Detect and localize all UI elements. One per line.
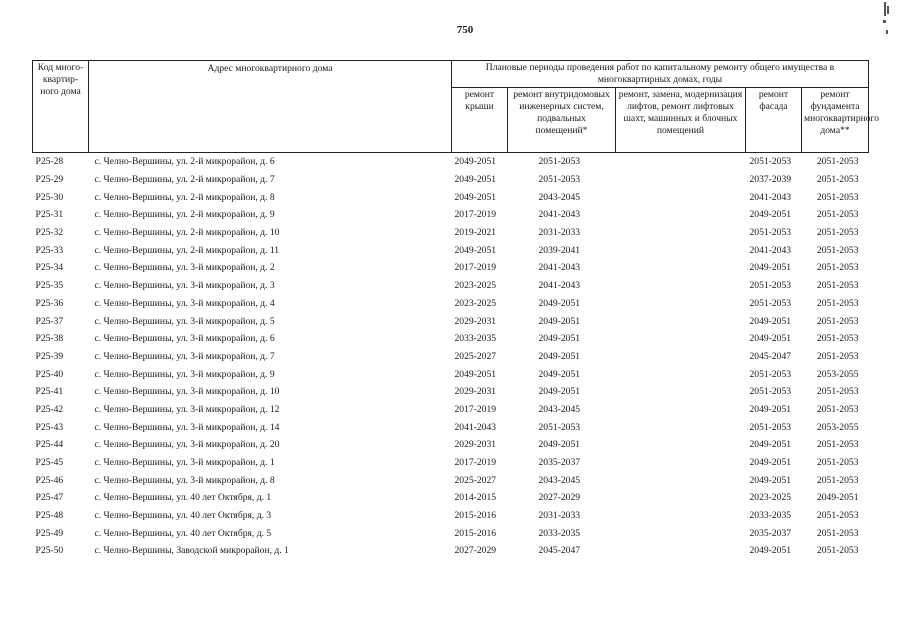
cell-facade: 2037-2039 bbox=[749, 174, 792, 186]
cell-foundation: 2051-2053 bbox=[816, 174, 859, 186]
table-row bbox=[33, 188, 869, 206]
cell-code: P25-33 bbox=[35, 244, 64, 256]
header-lifts: ремонт, замена, модернизация лифтов, ремонт лифтовых шахт, машинных и блочных помещений bbox=[616, 88, 746, 153]
cell-facade: 2051-2053 bbox=[749, 368, 792, 380]
cell-address: с. Челно-Вершины, ул. 3-й микрорайон, д. 20 bbox=[94, 439, 280, 451]
cell-systems: 2043-2045 bbox=[538, 403, 581, 415]
cell-address: с. Челно-Вершины, ул. 3-й микрорайон, д. 12 bbox=[94, 403, 280, 415]
cell-lifts bbox=[616, 401, 746, 419]
cell-systems: 2045-2047 bbox=[538, 545, 581, 557]
cell-roof: 2023-2025 bbox=[454, 297, 497, 309]
header-code: Код много-квартир-ного дома bbox=[33, 61, 89, 153]
cell-systems: 2051-2053 bbox=[538, 174, 581, 186]
cell-address: с. Челно-Вершины, ул. 3-й микрорайон, д. 4 bbox=[94, 297, 275, 309]
cell-lifts bbox=[616, 383, 746, 401]
cell-systems: 2049-2051 bbox=[538, 315, 581, 327]
cell-code: P25-50 bbox=[35, 545, 64, 557]
table-row bbox=[33, 454, 869, 472]
cell-address: с. Челно-Вершины, ул. 2-й микрорайон, д. 9 bbox=[94, 209, 275, 221]
cell-code: P25-28 bbox=[33, 153, 89, 171]
cell-systems: 2049-2051 bbox=[538, 368, 581, 380]
cell-systems: 2041-2043 bbox=[538, 280, 581, 292]
cell-foundation: 2051-2053 bbox=[816, 315, 859, 327]
cell-systems: 2043-2045 bbox=[538, 474, 581, 486]
cell-systems: 2043-2045 bbox=[538, 191, 581, 203]
cell-lifts bbox=[616, 489, 746, 507]
cell-code: P25-29 bbox=[35, 174, 64, 186]
cell-facade: 2041-2043 bbox=[749, 191, 792, 203]
cell-roof: 2017-2019 bbox=[454, 262, 497, 274]
cell-systems: 2033-2035 bbox=[538, 527, 581, 539]
cell-facade: 2045-2047 bbox=[749, 350, 792, 362]
cell-lifts bbox=[616, 330, 746, 348]
cell-facade: 2041-2043 bbox=[749, 244, 792, 256]
cell-lifts bbox=[616, 454, 746, 472]
cell-lifts bbox=[616, 259, 746, 277]
header-roof: ремонт крыши bbox=[452, 88, 508, 153]
cell-facade: 2051-2053 bbox=[749, 386, 792, 398]
cell-roof: 2049-2051 bbox=[454, 368, 497, 380]
cell-address: с. Челно-Вершины, ул. 40 лет Октября, д. 3 bbox=[94, 510, 272, 522]
cell-address: с. Челно-Вершины, ул. 2-й микрорайон, д. 6 bbox=[89, 153, 452, 171]
cell-facade: 2049-2051 bbox=[749, 262, 792, 274]
cell-roof: 2049-2051 bbox=[454, 244, 497, 256]
cell-lifts bbox=[616, 206, 746, 224]
cell-code: P25-31 bbox=[35, 209, 64, 221]
cell-lifts bbox=[616, 348, 746, 366]
repair-schedule-table-wrapper bbox=[32, 60, 880, 560]
table-body bbox=[33, 153, 869, 560]
cell-systems: 2051-2053 bbox=[508, 153, 616, 171]
cell-code: P25-45 bbox=[35, 457, 64, 469]
cell-roof: 2033-2035 bbox=[454, 333, 497, 345]
cell-lifts bbox=[616, 153, 746, 171]
cell-foundation: 2051-2053 bbox=[816, 527, 859, 539]
cell-code: P25-41 bbox=[35, 386, 64, 398]
cell-foundation: 2051-2053 bbox=[816, 297, 859, 309]
cell-roof: 2029-2031 bbox=[454, 386, 497, 398]
cell-facade: 2049-2051 bbox=[749, 333, 792, 345]
cell-systems: 2035-2037 bbox=[538, 457, 581, 469]
cell-code: P25-37 bbox=[35, 315, 64, 327]
cell-address: с. Челно-Вершины, ул. 3-й микрорайон, д. 6 bbox=[94, 333, 275, 345]
cell-lifts bbox=[616, 365, 746, 383]
cell-address: с. Челно-Вершины, ул. 40 лет Октября, д. 5 bbox=[94, 527, 272, 539]
cell-foundation: 2051-2053 bbox=[816, 350, 859, 362]
cell-code: P25-34 bbox=[35, 262, 64, 274]
cell-roof: 2015-2016 bbox=[454, 510, 497, 522]
table-row bbox=[33, 259, 869, 277]
cell-systems: 2027-2029 bbox=[538, 492, 581, 504]
table-row bbox=[33, 418, 869, 436]
table-row bbox=[33, 524, 869, 542]
cell-code: P25-38 bbox=[35, 333, 64, 345]
cell-facade: 2051-2053 bbox=[749, 421, 792, 433]
table-row bbox=[33, 153, 869, 171]
header-address: Адрес многоквартирного дома bbox=[89, 61, 452, 153]
cell-roof: 2014-2015 bbox=[454, 492, 497, 504]
cell-foundation: 2051-2053 bbox=[816, 280, 859, 292]
table-row bbox=[33, 295, 869, 313]
cell-systems: 2039-2041 bbox=[538, 244, 581, 256]
cell-foundation: 2051-2053 bbox=[816, 439, 859, 451]
cell-roof: 2017-2019 bbox=[454, 457, 497, 469]
cell-lifts bbox=[616, 312, 746, 330]
cell-systems: 2031-2033 bbox=[538, 510, 581, 522]
cell-address: с. Челно-Вершины, ул. 2-й микрорайон, д. 7 bbox=[94, 174, 275, 186]
cell-facade: 2049-2051 bbox=[749, 474, 792, 486]
header-facade: ремонт фасада bbox=[746, 88, 802, 153]
cell-foundation: 2051-2053 bbox=[816, 209, 859, 221]
cell-roof: 2025-2027 bbox=[454, 350, 497, 362]
cell-foundation: 2049-2051 bbox=[816, 492, 859, 504]
cell-foundation: 2051-2053 bbox=[816, 510, 859, 522]
cell-lifts bbox=[616, 277, 746, 295]
cell-lifts bbox=[616, 507, 746, 525]
table-row bbox=[33, 277, 869, 295]
cell-address: с. Челно-Вершины, ул. 3-й микрорайон, д. 9 bbox=[94, 368, 275, 380]
cell-facade: 2051-2053 bbox=[746, 153, 802, 171]
cell-foundation: 2051-2053 bbox=[816, 545, 859, 557]
cell-code: P25-39 bbox=[35, 350, 64, 362]
cell-roof: 2029-2031 bbox=[454, 315, 497, 327]
cell-systems: 2041-2043 bbox=[538, 262, 581, 274]
cell-systems: 2049-2051 bbox=[538, 439, 581, 451]
cell-address: с. Челно-Вершины, ул. 3-й микрорайон, д. 5 bbox=[94, 315, 275, 327]
cell-facade: 2049-2051 bbox=[749, 209, 792, 221]
table-row bbox=[33, 241, 869, 259]
cell-address: с. Челно-Вершины, ул. 2-й микрорайон, д. 11 bbox=[94, 244, 280, 256]
table-row bbox=[33, 401, 869, 419]
cell-roof: 2019-2021 bbox=[454, 227, 497, 239]
cell-systems: 2031-2033 bbox=[538, 227, 581, 239]
cell-roof: 2023-2025 bbox=[454, 280, 497, 292]
cell-lifts bbox=[616, 171, 746, 189]
cell-address: с. Челно-Вершины, Заводской микрорайон, д. 1 bbox=[94, 545, 289, 557]
cell-roof: 2027-2029 bbox=[454, 545, 497, 557]
table-row bbox=[33, 312, 869, 330]
cell-address: с. Челно-Вершины, ул. 3-й микрорайон, д. 7 bbox=[94, 350, 275, 362]
cell-facade: 2049-2051 bbox=[749, 545, 792, 557]
cell-address: с. Челно-Вершины, ул. 40 лет Октября, д. 1 bbox=[94, 492, 272, 504]
repair-schedule-table bbox=[32, 60, 880, 560]
cell-address: с. Челно-Вершины, ул. 3-й микрорайон, д. 8 bbox=[94, 474, 275, 486]
cell-roof: 2049-2051 bbox=[452, 153, 508, 171]
scan-artifact bbox=[881, 0, 891, 40]
header-systems: ремонт внутридомовых инженерных систем, подвальных помещений* bbox=[508, 88, 616, 153]
table-row bbox=[33, 383, 869, 401]
table-row bbox=[33, 436, 869, 454]
cell-code: P25-48 bbox=[35, 510, 64, 522]
cell-facade: 2051-2053 bbox=[749, 280, 792, 292]
cell-systems: 2049-2051 bbox=[538, 350, 581, 362]
page-number: 750 bbox=[456, 24, 474, 36]
cell-address: с. Челно-Вершины, ул. 3-й микрорайон, д. 14 bbox=[94, 421, 280, 433]
cell-address: с. Челно-Вершины, ул. 2-й микрорайон, д. 8 bbox=[94, 191, 275, 203]
cell-code: P25-35 bbox=[35, 280, 64, 292]
cell-roof: 2015-2016 bbox=[454, 527, 497, 539]
table-header bbox=[33, 61, 880, 153]
cell-systems: 2051-2053 bbox=[538, 421, 581, 433]
cell-lifts bbox=[616, 524, 746, 542]
cell-roof: 2017-2019 bbox=[454, 403, 497, 415]
table-row bbox=[33, 489, 869, 507]
table-row bbox=[33, 507, 869, 525]
cell-lifts bbox=[616, 418, 746, 436]
cell-foundation: 2051-2053 bbox=[802, 153, 869, 171]
cell-roof: 2029-2031 bbox=[454, 439, 497, 451]
header-periods: Плановые периоды проведения работ по капитальному ремонту общего имущества в многоквартирных домах, годы bbox=[452, 61, 869, 88]
cell-lifts bbox=[616, 436, 746, 454]
cell-foundation: 2051-2053 bbox=[816, 386, 859, 398]
table-row bbox=[33, 542, 869, 560]
cell-facade: 2023-2025 bbox=[749, 492, 792, 504]
cell-roof: 2049-2051 bbox=[454, 174, 497, 186]
cell-facade: 2049-2051 bbox=[749, 439, 792, 451]
cell-roof: 2049-2051 bbox=[454, 191, 497, 203]
cell-facade: 2049-2051 bbox=[749, 403, 792, 415]
cell-foundation: 2051-2053 bbox=[816, 457, 859, 469]
cell-roof: 2041-2043 bbox=[454, 421, 497, 433]
cell-roof: 2025-2027 bbox=[454, 474, 497, 486]
table-row bbox=[33, 471, 869, 489]
cell-code: P25-40 bbox=[35, 368, 64, 380]
cell-lifts bbox=[616, 241, 746, 259]
cell-address: с. Челно-Вершины, ул. 3-й микрорайон, д. 2 bbox=[94, 262, 275, 274]
cell-foundation: 2051-2053 bbox=[816, 262, 859, 274]
table-row bbox=[33, 348, 869, 366]
cell-lifts bbox=[616, 471, 746, 489]
cell-lifts bbox=[616, 224, 746, 242]
cell-foundation: 2051-2053 bbox=[816, 227, 859, 239]
cell-foundation: 2051-2053 bbox=[816, 244, 859, 256]
cell-facade: 2033-2035 bbox=[749, 510, 792, 522]
cell-code: P25-49 bbox=[35, 527, 64, 539]
cell-lifts bbox=[616, 188, 746, 206]
cell-roof: 2017-2019 bbox=[454, 209, 497, 221]
cell-code: P25-44 bbox=[35, 439, 64, 451]
cell-address: с. Челно-Вершины, ул. 3-й микрорайон, д. 10 bbox=[94, 386, 280, 398]
cell-code: P25-42 bbox=[35, 403, 64, 415]
cell-address: с. Челно-Вершины, ул. 3-й микрорайон, д. 3 bbox=[94, 280, 275, 292]
cell-foundation: 2053-2055 bbox=[816, 421, 859, 433]
cell-lifts bbox=[616, 542, 746, 560]
cell-facade: 2051-2053 bbox=[749, 297, 792, 309]
table-row bbox=[33, 171, 869, 189]
table-row bbox=[33, 224, 869, 242]
cell-facade: 2035-2037 bbox=[749, 527, 792, 539]
cell-address: с. Челно-Вершины, ул. 2-й микрорайон, д. 10 bbox=[94, 227, 280, 239]
table-row bbox=[33, 365, 869, 383]
cell-foundation: 2051-2053 bbox=[816, 474, 859, 486]
table-row bbox=[33, 206, 869, 224]
cell-code: P25-32 bbox=[35, 227, 64, 239]
cell-address: с. Челно-Вершины, ул. 3-й микрорайон, д. 1 bbox=[94, 457, 275, 469]
cell-systems: 2049-2051 bbox=[538, 297, 581, 309]
cell-foundation: 2053-2055 bbox=[816, 368, 859, 380]
cell-code: P25-36 bbox=[35, 297, 64, 309]
cell-code: P25-43 bbox=[35, 421, 64, 433]
cell-systems: 2041-2043 bbox=[538, 209, 581, 221]
cell-facade: 2049-2051 bbox=[749, 315, 792, 327]
cell-systems: 2049-2051 bbox=[538, 386, 581, 398]
cell-foundation: 2051-2053 bbox=[816, 403, 859, 415]
cell-code: P25-47 bbox=[35, 492, 64, 504]
header-foundation: ремонт фундамента многоквартирного дома** bbox=[802, 88, 869, 153]
cell-code: P25-30 bbox=[35, 191, 64, 203]
cell-foundation: 2051-2053 bbox=[816, 191, 859, 203]
table-row bbox=[33, 330, 869, 348]
cell-systems: 2049-2051 bbox=[538, 333, 581, 345]
cell-foundation: 2051-2053 bbox=[816, 333, 859, 345]
cell-facade: 2049-2051 bbox=[749, 457, 792, 469]
cell-code: P25-46 bbox=[35, 474, 64, 486]
cell-lifts bbox=[616, 295, 746, 313]
cell-facade: 2051-2053 bbox=[749, 227, 792, 239]
